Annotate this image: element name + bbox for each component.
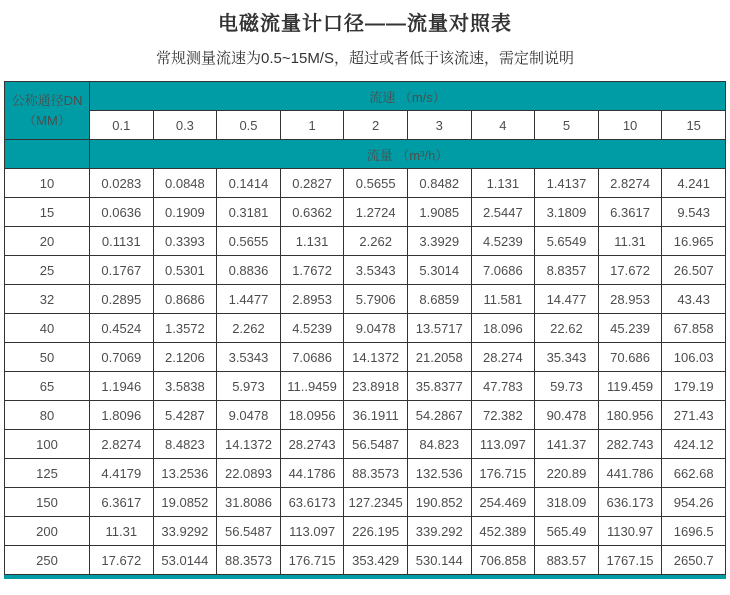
flow-value-cell: 2.262	[344, 227, 408, 256]
flow-value-cell: 1.131	[280, 227, 344, 256]
flow-value-cell: 0.5301	[153, 256, 217, 285]
flow-value-cell: 28.2743	[280, 430, 344, 459]
flow-value-cell: 2.262	[217, 314, 281, 343]
flow-value-cell: 3.3929	[407, 227, 471, 256]
flow-value-cell: 4.5239	[280, 314, 344, 343]
velocity-values-row-tr	[5, 111, 726, 140]
dn-cell: 32	[5, 285, 90, 314]
flow-value-cell: 113.097	[471, 430, 535, 459]
flow-value-cell: 9.0478	[217, 401, 281, 430]
flow-value-cell: 11..9459	[280, 372, 344, 401]
flow-value-cell: 2.8274	[90, 430, 154, 459]
flow-value-cell: 4.4179	[90, 459, 154, 488]
table-row	[5, 459, 726, 488]
flow-value-cell: 17.672	[90, 546, 154, 575]
flow-value-cell: 14.1372	[217, 430, 281, 459]
dn-cell: 150	[5, 488, 90, 517]
flow-value-cell: 353.429	[344, 546, 408, 575]
flow-value-cell: 47.783	[471, 372, 535, 401]
table-row	[5, 256, 726, 285]
flow-value-cell: 35.8377	[407, 372, 471, 401]
velocity-value-cell: 3	[407, 111, 471, 140]
table-body	[5, 169, 726, 575]
flow-value-cell: 16.965	[662, 227, 726, 256]
velocity-value-cell: 2	[344, 111, 408, 140]
flow-value-cell: 2650.7	[662, 546, 726, 575]
flow-value-cell: 1.131	[471, 169, 535, 198]
flow-value-cell: 3.5838	[153, 372, 217, 401]
flow-value-cell: 220.89	[535, 459, 599, 488]
dn-cell: 25	[5, 256, 90, 285]
dn-cell: 20	[5, 227, 90, 256]
flow-value-cell: 63.6173	[280, 488, 344, 517]
flow-value-cell: 1696.5	[662, 517, 726, 546]
flow-value-cell: 0.0636	[90, 198, 154, 227]
table-row	[5, 546, 726, 575]
flow-value-cell: 0.8836	[217, 256, 281, 285]
table-row	[5, 285, 726, 314]
flow-value-cell: 0.2827	[280, 169, 344, 198]
flow-comparison-table	[4, 81, 726, 575]
flow-value-cell: 339.292	[407, 517, 471, 546]
flow-value-cell: 0.3393	[153, 227, 217, 256]
dn-cell: 40	[5, 314, 90, 343]
flow-value-cell: 0.1909	[153, 198, 217, 227]
flow-value-cell: 0.1131	[90, 227, 154, 256]
flow-value-cell: 6.3617	[598, 198, 662, 227]
flow-value-cell: 1.9085	[407, 198, 471, 227]
flow-value-cell: 9.543	[662, 198, 726, 227]
flow-value-cell: 441.786	[598, 459, 662, 488]
flow-value-cell: 13.5717	[407, 314, 471, 343]
flow-value-cell: 11.31	[90, 517, 154, 546]
flow-value-cell: 56.5487	[217, 517, 281, 546]
flow-value-cell: 0.4524	[90, 314, 154, 343]
flow-value-cell: 17.672	[598, 256, 662, 285]
dn-cell: 200	[5, 517, 90, 546]
flow-value-cell: 141.37	[535, 430, 599, 459]
flow-value-cell: 53.0144	[153, 546, 217, 575]
flow-value-cell: 31.8086	[217, 488, 281, 517]
flow-value-cell: 0.0283	[90, 169, 154, 198]
flow-value-cell: 22.62	[535, 314, 599, 343]
flow-value-cell: 0.5655	[344, 169, 408, 198]
table-row	[5, 198, 726, 227]
flow-value-cell: 88.3573	[217, 546, 281, 575]
flow-value-cell: 14.1372	[344, 343, 408, 372]
table-row	[5, 314, 726, 343]
flow-value-cell: 132.536	[407, 459, 471, 488]
flow-value-cell: 5.3014	[407, 256, 471, 285]
flow-value-cell: 0.3181	[217, 198, 281, 227]
flow-value-cell: 8.8357	[535, 256, 599, 285]
flow-value-cell: 119.459	[598, 372, 662, 401]
flow-value-cell: 8.4823	[153, 430, 217, 459]
flow-value-cell: 282.743	[598, 430, 662, 459]
dn-cell: 125	[5, 459, 90, 488]
flow-value-cell: 5.4287	[153, 401, 217, 430]
flow-value-cell: 70.686	[598, 343, 662, 372]
velocity-value-cell: 5	[535, 111, 599, 140]
table-row	[5, 343, 726, 372]
flow-value-cell: 0.6362	[280, 198, 344, 227]
flow-value-cell: 2.5447	[471, 198, 535, 227]
flow-value-cell: 176.715	[471, 459, 535, 488]
flow-value-cell: 1.2724	[344, 198, 408, 227]
table-bottom-accent-bar	[4, 575, 726, 579]
flow-value-cell: 2.8953	[280, 285, 344, 314]
flow-value-cell: 1.8096	[90, 401, 154, 430]
flow-value-cell: 106.03	[662, 343, 726, 372]
flow-value-cell: 954.26	[662, 488, 726, 517]
flow-value-cell: 6.3617	[90, 488, 154, 517]
velocity-value-cell: 10	[598, 111, 662, 140]
flow-value-cell: 176.715	[280, 546, 344, 575]
flow-value-cell: 84.823	[407, 430, 471, 459]
flow-value-cell: 271.43	[662, 401, 726, 430]
flow-value-cell: 636.173	[598, 488, 662, 517]
flow-value-cell: 18.0956	[280, 401, 344, 430]
flow-table-wrap	[4, 81, 726, 575]
flow-value-cell: 1.7672	[280, 256, 344, 285]
flow-value-cell: 26.507	[662, 256, 726, 285]
flow-value-cell: 14.477	[535, 285, 599, 314]
flow-value-cell: 59.73	[535, 372, 599, 401]
flow-header-spacer-cell	[5, 140, 90, 169]
flow-header-row	[5, 140, 726, 169]
dn-cell: 10	[5, 169, 90, 198]
flow-value-cell: 565.49	[535, 517, 599, 546]
flow-value-cell: 424.12	[662, 430, 726, 459]
flow-value-cell: 28.274	[471, 343, 535, 372]
flow-value-cell: 0.1414	[217, 169, 281, 198]
flow-value-cell: 180.956	[598, 401, 662, 430]
flow-value-cell: 21.2058	[407, 343, 471, 372]
flow-value-cell: 33.9292	[153, 517, 217, 546]
table-row	[5, 169, 726, 198]
flow-value-cell: 662.68	[662, 459, 726, 488]
flow-header-cell: 流量 （m³/h）	[90, 140, 726, 169]
flow-value-cell: 1767.15	[598, 546, 662, 575]
flow-value-cell: 19.0852	[153, 488, 217, 517]
velocity-value-cell: 0.3	[153, 111, 217, 140]
page-title: 电磁流量计口径——流量对照表	[218, 13, 512, 35]
table-row	[5, 430, 726, 459]
flow-value-cell: 179.19	[662, 372, 726, 401]
flow-value-cell: 35.343	[535, 343, 599, 372]
flow-value-cell: 127.2345	[344, 488, 408, 517]
flow-value-cell: 0.2895	[90, 285, 154, 314]
flow-value-cell: 54.2867	[407, 401, 471, 430]
flow-value-cell: 318.09	[535, 488, 599, 517]
flow-value-cell: 43.43	[662, 285, 726, 314]
flow-value-cell: 5.7906	[344, 285, 408, 314]
flow-value-cell: 226.195	[344, 517, 408, 546]
flow-value-cell: 5.973	[217, 372, 281, 401]
flow-value-cell: 9.0478	[344, 314, 408, 343]
dn-cell: 15	[5, 198, 90, 227]
corner-header-line1: 公称通径DN	[11, 93, 83, 108]
flow-value-cell: 11.31	[598, 227, 662, 256]
corner-header-cell	[5, 82, 90, 140]
flow-value-cell: 190.852	[407, 488, 471, 517]
flow-value-cell: 7.0686	[471, 256, 535, 285]
dn-cell: 100	[5, 430, 90, 459]
flow-value-cell: 0.8686	[153, 285, 217, 314]
table-row	[5, 517, 726, 546]
dn-cell: 80	[5, 401, 90, 430]
flow-value-cell: 44.1786	[280, 459, 344, 488]
table-row	[5, 227, 726, 256]
flow-value-cell: 3.1809	[535, 198, 599, 227]
flow-value-cell: 113.097	[280, 517, 344, 546]
flow-value-cell: 0.0848	[153, 169, 217, 198]
corner-header-line2: （MM）	[23, 112, 71, 128]
table-row	[5, 372, 726, 401]
flow-value-cell: 11.581	[471, 285, 535, 314]
flow-value-cell: 3.5343	[217, 343, 281, 372]
flow-value-cell: 4.5239	[471, 227, 535, 256]
velocity-value-cell: 4	[471, 111, 535, 140]
page-subtitle: 常规测量流速为0.5~15M/S，超过或者低于该流速，需定制说明	[156, 50, 574, 67]
flow-value-cell: 0.5655	[217, 227, 281, 256]
flow-value-cell: 254.469	[471, 488, 535, 517]
flow-value-cell: 36.1911	[344, 401, 408, 430]
flow-value-cell: 1.1946	[90, 372, 154, 401]
flow-value-cell: 452.389	[471, 517, 535, 546]
flow-value-cell: 0.1767	[90, 256, 154, 285]
dn-cell: 65	[5, 372, 90, 401]
flow-value-cell: 2.1206	[153, 343, 217, 372]
flow-value-cell: 7.0686	[280, 343, 344, 372]
velocity-header-cell: 流速 （m/s）	[90, 82, 726, 111]
flow-value-cell: 3.5343	[344, 256, 408, 285]
flow-value-cell: 22.0893	[217, 459, 281, 488]
flow-value-cell: 5.6549	[535, 227, 599, 256]
flow-value-cell: 0.7069	[90, 343, 154, 372]
flow-value-cell: 88.3573	[344, 459, 408, 488]
flow-value-cell: 1.3572	[153, 314, 217, 343]
dn-cell: 50	[5, 343, 90, 372]
table-row	[5, 488, 726, 517]
flow-value-cell: 1.4477	[217, 285, 281, 314]
flow-value-cell: 18.096	[471, 314, 535, 343]
table-row	[5, 401, 726, 430]
flow-value-cell: 45.239	[598, 314, 662, 343]
velocity-value-cell: 0.5	[217, 111, 281, 140]
header-row-velocity	[5, 82, 726, 111]
velocity-value-cell: 1	[280, 111, 344, 140]
flow-value-cell: 4.241	[662, 169, 726, 198]
velocity-value-cell: 0.1	[90, 111, 154, 140]
table-head-section	[5, 82, 726, 169]
flow-value-cell: 883.57	[535, 546, 599, 575]
flow-value-cell: 706.858	[471, 546, 535, 575]
flow-value-cell: 56.5487	[344, 430, 408, 459]
flow-value-cell: 1130.97	[598, 517, 662, 546]
flow-value-cell: 1.4137	[535, 169, 599, 198]
flow-value-cell: 0.8482	[407, 169, 471, 198]
flow-value-cell: 90.478	[535, 401, 599, 430]
dn-cell: 250	[5, 546, 90, 575]
flow-value-cell: 67.858	[662, 314, 726, 343]
flow-value-cell: 13.2536	[153, 459, 217, 488]
flow-value-cell: 2.8274	[598, 169, 662, 198]
flow-value-cell: 28.953	[598, 285, 662, 314]
flow-value-cell: 8.6859	[407, 285, 471, 314]
flow-value-cell: 23.8918	[344, 372, 408, 401]
flow-value-cell: 530.144	[407, 546, 471, 575]
velocity-value-cell: 15	[662, 111, 726, 140]
flow-value-cell: 72.382	[471, 401, 535, 430]
